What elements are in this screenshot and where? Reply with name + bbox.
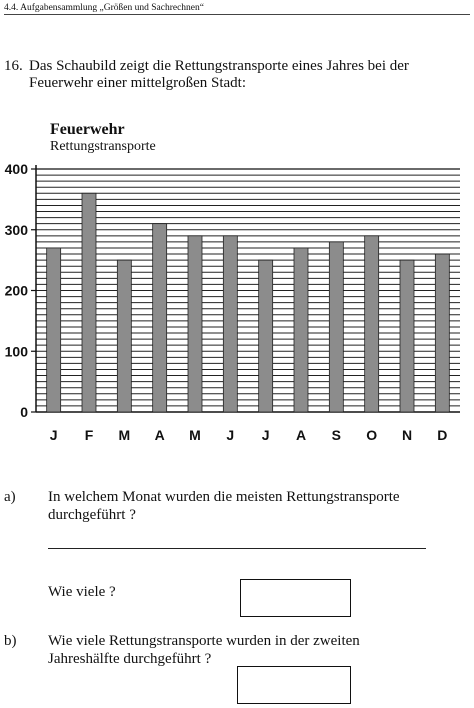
y-tick-label: 200 [4, 282, 28, 299]
chart-title: Feuerwehr [50, 121, 125, 138]
bar [294, 248, 308, 412]
bar [329, 242, 343, 412]
bar [223, 236, 237, 412]
y-tick-label: 400 [4, 161, 28, 177]
x-tick-label: J [226, 427, 235, 443]
x-tick-label: A [154, 427, 165, 443]
bar [117, 260, 131, 412]
answer-line[interactable] [48, 548, 426, 549]
question-b-label: b) [4, 633, 17, 649]
question-a-text: In welchem Monat wurden die meisten Rettungstransporte durchgeführt ? [48, 489, 400, 523]
bar [435, 254, 449, 412]
chart-subtitle: Rettungstransporte [50, 139, 156, 154]
bar [365, 236, 379, 412]
x-tick-label: O [366, 427, 378, 443]
bar [400, 260, 414, 412]
task-text: Das Schaubild zeigt die Rettungstransporte eines Jahres bei der Feuerwehr einer mittelgroßen Stadt: [29, 58, 409, 91]
page-header: 4.4. Aufgabensammlung „Größen und Sachrechnen“ [4, 2, 470, 15]
y-tick-label: 100 [4, 343, 28, 360]
answer-box-count[interactable] [240, 579, 351, 617]
bar [188, 236, 202, 412]
x-tick-label: M [189, 427, 201, 443]
x-tick-label: D [437, 427, 448, 443]
bar-chart [0, 150, 474, 450]
bar [259, 260, 273, 412]
x-tick-label: J [261, 427, 270, 443]
question-b-text: Wie viele Rettungstransporte wurden in der zweiten Jahreshälfte durchgeführt ? [48, 633, 360, 667]
bar [153, 224, 167, 412]
x-tick-label: A [295, 427, 307, 443]
y-tick-label: 0 [20, 404, 28, 420]
y-tick-label: 300 [4, 221, 28, 238]
x-tick-label: S [331, 427, 342, 443]
question-a-label: a) [4, 489, 16, 505]
x-tick-label: J [49, 427, 58, 443]
x-tick-label: N [401, 427, 413, 443]
bar [82, 193, 96, 412]
bar [47, 248, 61, 412]
count-label: Wie viele ? [48, 584, 116, 600]
task-number: 16. [4, 58, 23, 74]
x-tick-label: M [118, 427, 131, 443]
x-tick-label: F [84, 427, 94, 443]
answer-box-second-half[interactable] [237, 666, 351, 704]
